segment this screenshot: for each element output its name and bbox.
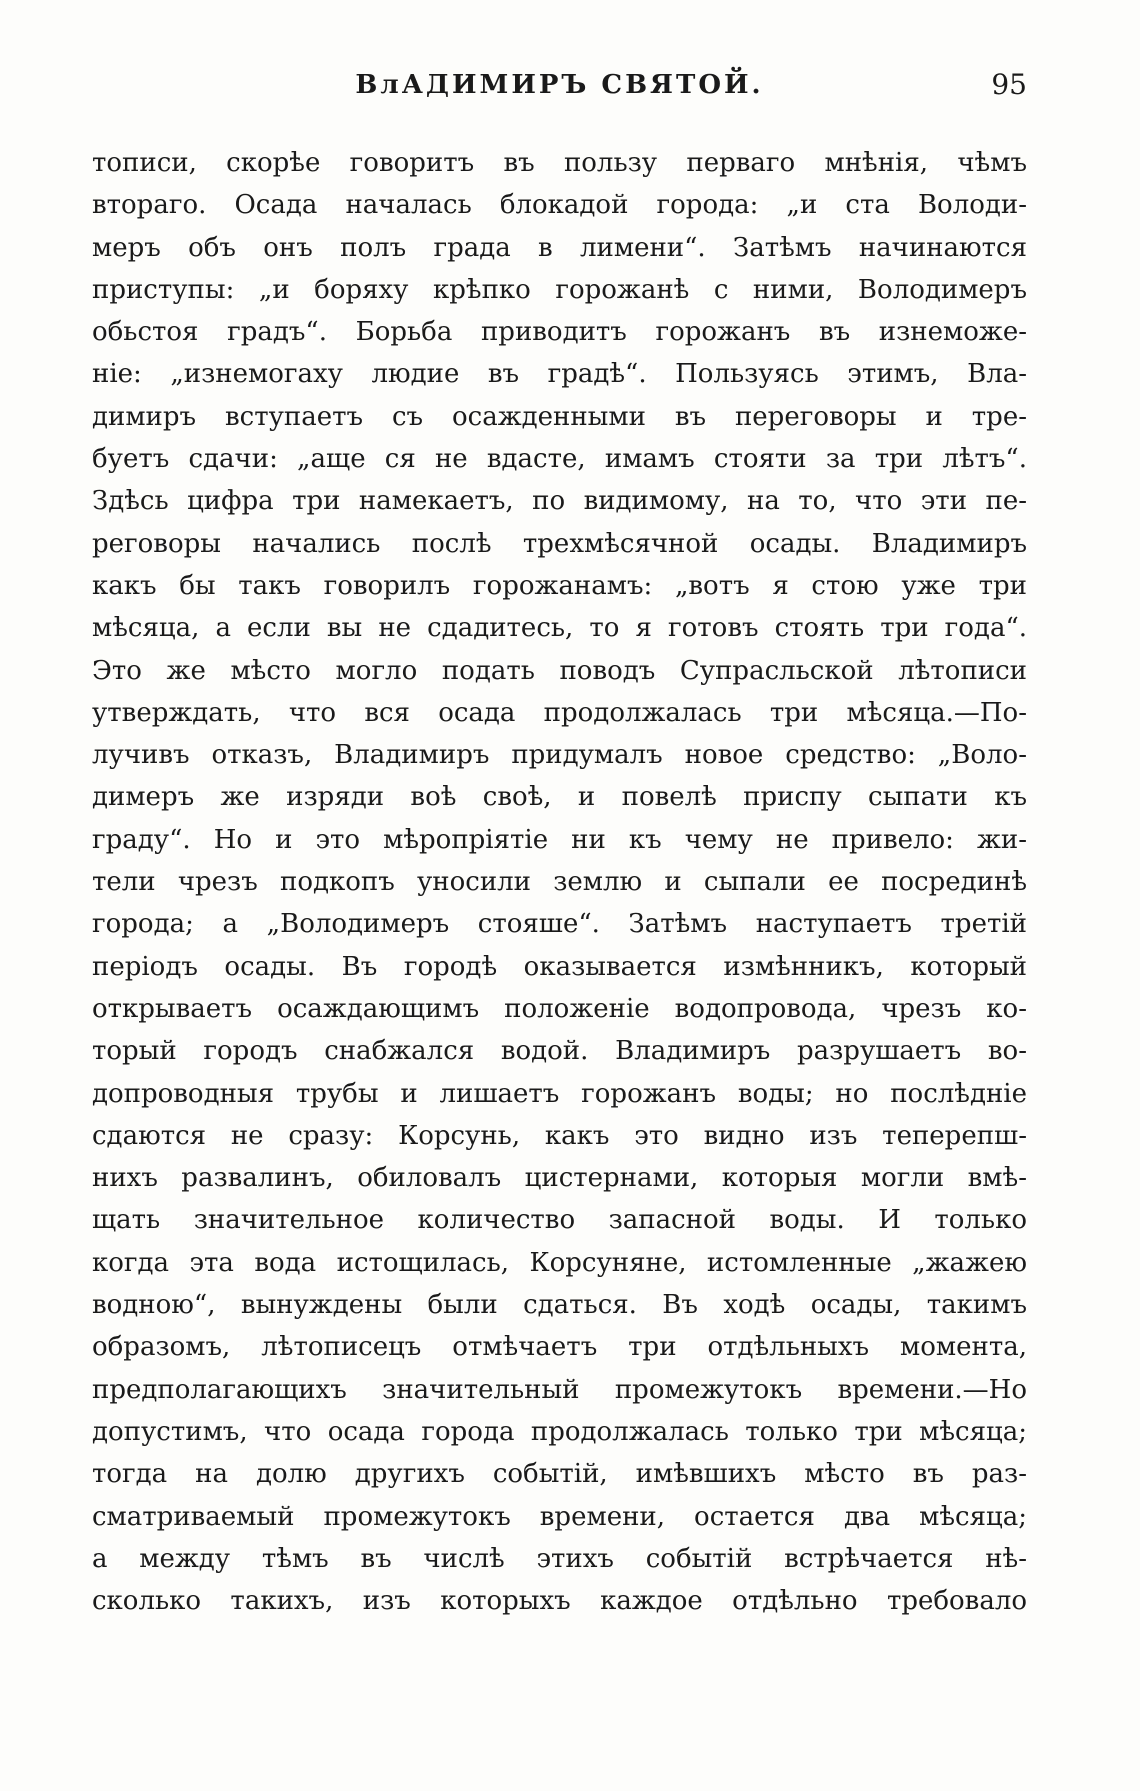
text-line: щать значительное количество запасной воды. И только	[92, 1205, 1027, 1236]
text-line: допустимъ, что осада города продолжалась только три мѣсяца;	[92, 1416, 1027, 1447]
text-line: мѣсяца, а если вы не сдадитесь, то я готовъ стоять три года“.	[92, 613, 1027, 644]
text-line: открываетъ осаждающимъ положеніе водопровода, чрезъ ко-	[92, 993, 1027, 1024]
text-line: буетъ сдачи: „аще ся не вдасте, имамъ стояти за три лѣтъ“.	[92, 444, 1027, 475]
text-line: предполагающихъ значительный промежутокъ времени.—Но	[92, 1374, 1027, 1405]
text-line: города; а „Володимеръ стояше“. Затѣмъ наступаетъ третій	[92, 909, 1027, 940]
text-line: Это же мѣсто могло подать поводъ Супрасльской лѣтописи	[92, 655, 1027, 686]
text-line: сколько такихъ, изъ которыхъ каждое отдѣльно требовало	[92, 1586, 1027, 1617]
text-line: допроводныя трубы и лишаетъ горожанъ воды; но послѣдніе	[92, 1078, 1027, 1109]
text-line: торый городъ снабжался водой. Владимиръ разрушаетъ во-	[92, 1036, 1027, 1067]
text-line: меръ объ онъ полъ града в лимени“. Затѣмъ начинаются	[92, 232, 1027, 263]
text-line: втораго. Осада началась блокадой города: „и ста Володи-	[92, 190, 1027, 221]
text-line: какъ бы такъ говорилъ горожанамъ: „вотъ я стою уже три	[92, 570, 1027, 601]
text-line: приступы: „и боряху крѣпко горожанѣ с ними, Володимеръ	[92, 274, 1027, 305]
text-line: лучивъ отказъ, Владимиръ придумалъ новое средство: „Воло-	[92, 740, 1027, 771]
text-line: Здѣсь цифра три намекаетъ, по видимому, на то, что эти пе-	[92, 486, 1027, 517]
text-line: обьстоя градъ“. Борьба приводитъ горожанъ въ изнеможе-	[92, 317, 1027, 348]
text-line: тогда на долю другихъ событій, имѣвшихъ мѣсто въ раз-	[92, 1459, 1027, 1490]
text-line: водною“, вынуждены были сдаться. Въ ходѣ осады, такимъ	[92, 1290, 1027, 1321]
text-line: тели чрезъ подкопъ уносили землю и сыпали ее посрединѣ	[92, 867, 1027, 898]
page-header	[92, 62, 1027, 112]
text-line: образомъ, лѣтописецъ отмѣчаетъ три отдѣльныхъ момента,	[92, 1332, 1027, 1363]
page-number: 95	[991, 68, 1027, 101]
body-text	[92, 142, 1027, 1622]
text-line: ніе: „изнемогаху людие въ градѣ“. Пользуясь этимъ, Вла-	[92, 359, 1027, 390]
running-title: ВлАДИМИРЪ СВЯТОЙ.	[355, 70, 764, 100]
text-line: нихъ развалинъ, обиловалъ цистернами, которыя могли вмѣ-	[92, 1163, 1027, 1194]
text-line: утверждать, что вся осада продолжалась три мѣсяца.—По-	[92, 697, 1027, 728]
text-line: димиръ вступаетъ съ осажденными въ переговоры и тре-	[92, 401, 1027, 432]
text-line: граду“. Но и это мѣропріятіе ни къ чему не привело: жи-	[92, 824, 1027, 855]
text-line: періодъ осады. Въ городѣ оказывается измѣнникъ, который	[92, 951, 1027, 982]
text-line: димеръ же изряди воѣ своѣ, и повелѣ приспу сыпати къ	[92, 782, 1027, 813]
text-line: когда эта вода истощилась, Корсуняне, истомленные „жажею	[92, 1247, 1027, 1278]
text-line: сдаются не сразу: Корсунь, какъ это видно изъ теперепш-	[92, 1120, 1027, 1151]
text-line: сматриваемый промежутокъ времени, остается два мѣсяца;	[92, 1501, 1027, 1532]
text-line: реговоры начались послѣ трехмѣсячной осады. Владимиръ	[92, 528, 1027, 559]
text-line: тописи, скорѣе говоритъ въ пользу перваго мнѣнія, чѣмъ	[92, 148, 1027, 178]
text-line: а между тѣмъ въ числѣ этихъ событій встрѣчается нѣ-	[92, 1543, 1027, 1574]
